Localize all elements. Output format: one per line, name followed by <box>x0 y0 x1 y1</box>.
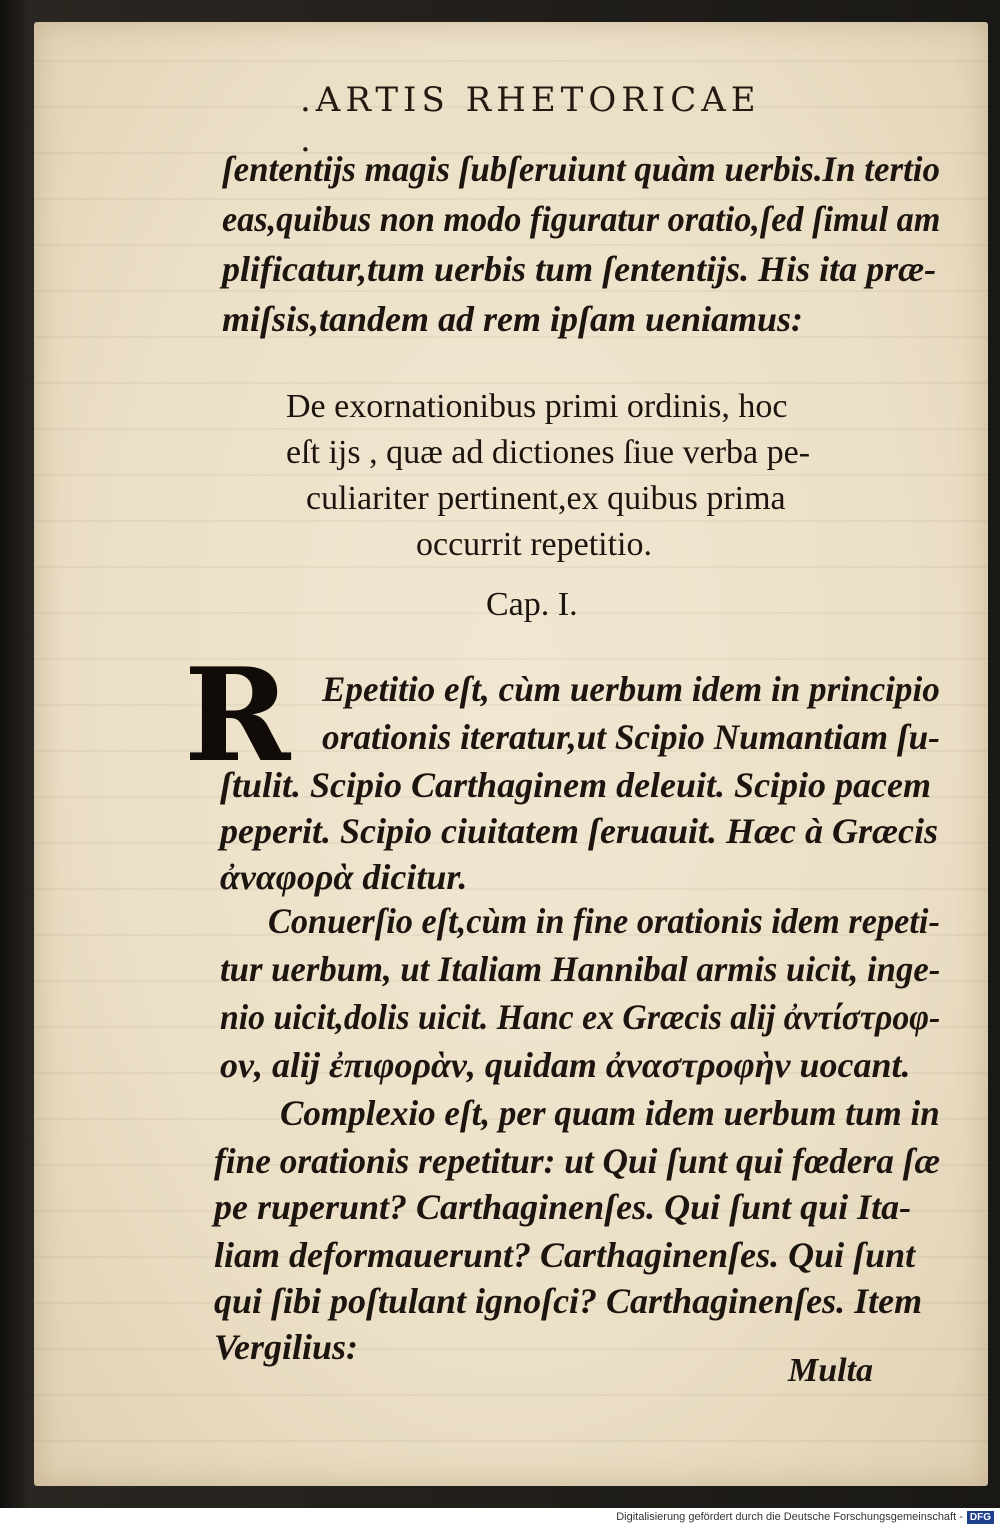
body-line: peperit. Scipio ciuitatem ſeruauit. Hæc à Græcis <box>220 811 938 851</box>
catchword: Multa <box>788 1352 874 1389</box>
body-line: liam deformauerunt? Carthaginenſes. Qui ſunt <box>214 1235 916 1275</box>
intro-line: eas,quibus non modo figuratur oratio,ſed ſimul am <box>222 199 941 239</box>
section-heading-line: occurrit repetitio. <box>416 526 653 563</box>
body-line: orationis iteratur,ut Scipio Numantiam ſu- <box>322 717 940 757</box>
body-line: ον, alij ἐπιφορὰν, quidam ἀναστροφὴν uocant. <box>220 1045 911 1085</box>
intro-line: ſententijs magis ſubſeruiunt quàm uerbis.In tertio <box>222 149 940 189</box>
section-heading-line: De exornationibus primi ordinis, hoc <box>286 388 788 425</box>
body-line: Complexio eſt, per quam idem uerbum tum in <box>280 1093 940 1133</box>
body-line: fine orationis repetitur: ut Qui ſunt qui fœdera ſæ <box>214 1141 941 1181</box>
section-heading-line: eſt ijs , quæ ad dictiones ſiue verba pe- <box>286 434 811 471</box>
body-line: Epetitio eſt, cùm uerbum idem in principio <box>322 669 940 709</box>
body-line: Vergilius: <box>214 1327 359 1367</box>
body-line: nio uicit,dolis uicit. Hanc ex Græcis alij ἀντίστροφ- <box>220 997 941 1037</box>
running-head: .ARTIS RHETORICAE . <box>300 80 761 160</box>
body-line: qui ſibi poſtulant ignoſci? Carthaginenſes. Item <box>214 1281 923 1321</box>
body-line: tur uerbum, ut Italiam Hannibal armis uicit, inge- <box>220 949 941 989</box>
intro-line: miſsis,tandem ad rem ipſam ueniamus: <box>222 299 804 339</box>
digitization-footer <box>0 1508 1000 1527</box>
drop-cap: R <box>184 641 291 791</box>
dfg-logo: DFG <box>967 1511 994 1524</box>
intro-line: plificatur,tum uerbis tum ſententijs. His ita præ- <box>222 249 937 289</box>
body-line: ἀναφορὰ dicitur. <box>220 857 468 897</box>
section-heading-line: culiariter pertinent,ex quibus prima <box>306 480 786 517</box>
body-line: pe ruperunt? Carthaginenſes. Qui ſunt qui Ita- <box>214 1187 912 1227</box>
chapter-label: Cap. I. <box>486 586 578 623</box>
body-line: Conuerſio eſt,cùm in fine orationis idem repeti- <box>268 901 940 941</box>
footer-credit-text: Digitalisierung gefördert durch die Deutsche Forschungsgemeinschaft - <box>616 1511 963 1523</box>
body-line: ſtulit. Scipio Carthaginem deleuit. Scipio pacem <box>220 765 932 805</box>
